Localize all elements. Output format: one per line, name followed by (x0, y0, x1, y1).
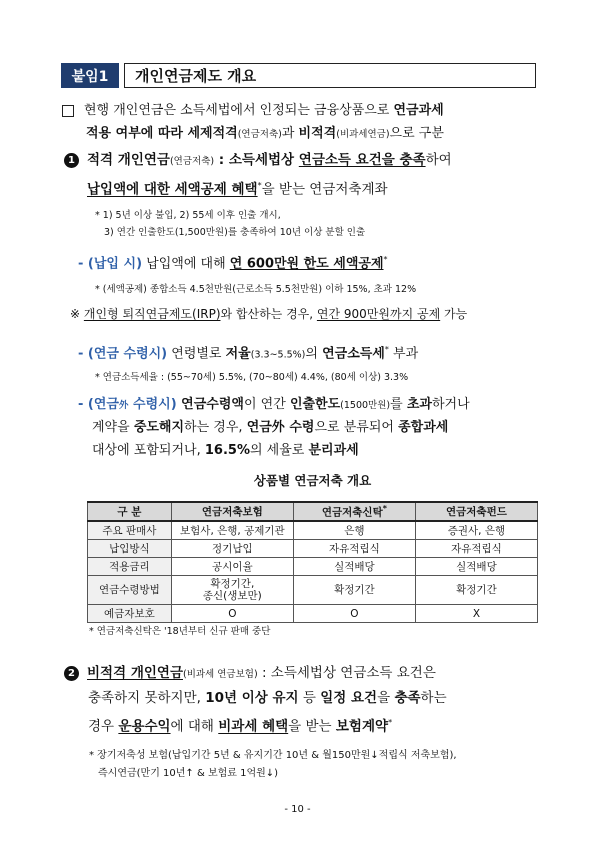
section1-line-2: 납입액에 대한 세액공제 혜택*을 받는 연금저축계좌 (87, 181, 388, 198)
table-cell: X (415, 605, 537, 623)
table-note: * 연금저축신탁은 '18년부터 신규 판매 중단 (89, 626, 271, 637)
product-table (87, 501, 538, 623)
table-cell: 연금수령방법 (88, 576, 172, 605)
outside-line-1: - (연금外 수령시) 연금수령액이 연간 인출한도(1500만원)를 초과하거나 (78, 397, 470, 412)
appendix-label: 붙임1 (61, 63, 119, 88)
receive-note: * 연금소득세율 : (55~70세) 5.5%, (70~80세) 4.4%, (80세 이상) 3.3% (95, 372, 409, 383)
table-cell: O (171, 605, 293, 623)
section2-line-3: 경우 운용수익에 대해 비과세 혜택을 받는 보험계약* (88, 718, 393, 735)
table-row (88, 521, 538, 540)
section1-note-1: * 1) 5년 이상 불입, 2) 55세 이후 인출 개시, (95, 210, 281, 221)
table-cell: 자유적립식 (293, 540, 415, 558)
table-cell: 적용금리 (88, 558, 172, 576)
pay-note: * (세액공제) 종합소득 4.5천만원(근로소득 5.5천만원) 이하 15%, 초과 12% (95, 284, 417, 295)
table-cell: 보험사, 은행, 공제기관 (171, 521, 293, 540)
table-cell: 확정기간 (293, 576, 415, 605)
table-cell: 증권사, 은행 (415, 521, 537, 540)
table-cell: 정기납입 (171, 540, 293, 558)
table-cell: 주요 판매사 (88, 521, 172, 540)
intro-line-2: 적용 여부에 따라 세제적격(연금저축)과 비적격(비과세연금)으로 구분 (86, 126, 444, 141)
table-cell: 실적배당 (415, 558, 537, 576)
table-cell: 확정기간 (415, 576, 537, 605)
irp-line: ※ 개인형 퇴직연금제도(IRP)와 합산하는 경우, 연간 900만원까지 공제 가능 (70, 307, 468, 321)
section2-line-2: 충족하지 못하지만, 10년 이상 유지 등 일정 요건을 충족하는 (88, 690, 447, 706)
section1-note-2: 3) 연간 인출한도(1,500만원)를 충족하여 10년 이상 분할 인출 (104, 227, 366, 238)
square-bullet-icon (62, 105, 74, 117)
table-header: 연금저축보험 (171, 502, 293, 521)
receive-line: - (연금 수령시) 연령별로 저율(3.3~5.5%)의 연금소득세* 부과 (78, 345, 419, 362)
table-header: 연금저축신탁* (293, 502, 415, 521)
number-2-icon: 2 (64, 666, 79, 681)
table-header: 연금저축펀드 (415, 502, 537, 521)
table-cell: 예금자보호 (88, 605, 172, 623)
outside-line-3: 대상에 포함되거나, 16.5%의 세율로 분리과세 (92, 443, 359, 458)
table-cell: 납입방식 (88, 540, 172, 558)
table-row (88, 558, 538, 576)
section2-note-1: * 장기저축성 보험(납입기간 5년 & 유지기간 10년 & 월150만원↓적립식 저축보험), (89, 750, 457, 761)
table-cell: 실적배당 (293, 558, 415, 576)
table-header-row (88, 502, 538, 521)
table-cell: 공시이율 (171, 558, 293, 576)
section2-line-1: 2 비적격 개인연금(비과세 연금보험) : 소득세법상 연금소득 요건은 (64, 659, 436, 689)
section1-line-1: 1 적격 개인연금(연금저축) : 소득세법상 연금소득 요건을 충족하여 (64, 146, 452, 176)
table-title: 상품별 연금저축 개요 (253, 473, 372, 488)
table-row (88, 605, 538, 623)
table-header: 구 분 (88, 502, 172, 521)
table-cell: O (293, 605, 415, 623)
outside-line-2: 계약을 중도해지하는 경우, 연금外 수령으로 분류되어 종합과세 (92, 420, 449, 435)
table-row (88, 576, 538, 605)
pay-line: - (납입 시) 납입액에 대해 연 600만원 한도 세액공제* (78, 255, 388, 272)
section2-note-2: 즉시연금(만기 10년↑ & 보험료 1억원↓) (98, 768, 279, 779)
table-cell: 자유적립식 (415, 540, 537, 558)
intro-line-1: 현행 개인연금은 소득세법에서 인정되는 금융상품으로 연금과세 (62, 99, 444, 122)
page-title: 개인연금제도 개요 (124, 63, 536, 88)
table-cell: 확정기간, 종신(생보만) (171, 576, 293, 605)
table-row (88, 540, 538, 558)
number-1-icon: 1 (64, 153, 79, 168)
table-cell: 은행 (293, 521, 415, 540)
page-number: - 10 - (284, 804, 311, 815)
